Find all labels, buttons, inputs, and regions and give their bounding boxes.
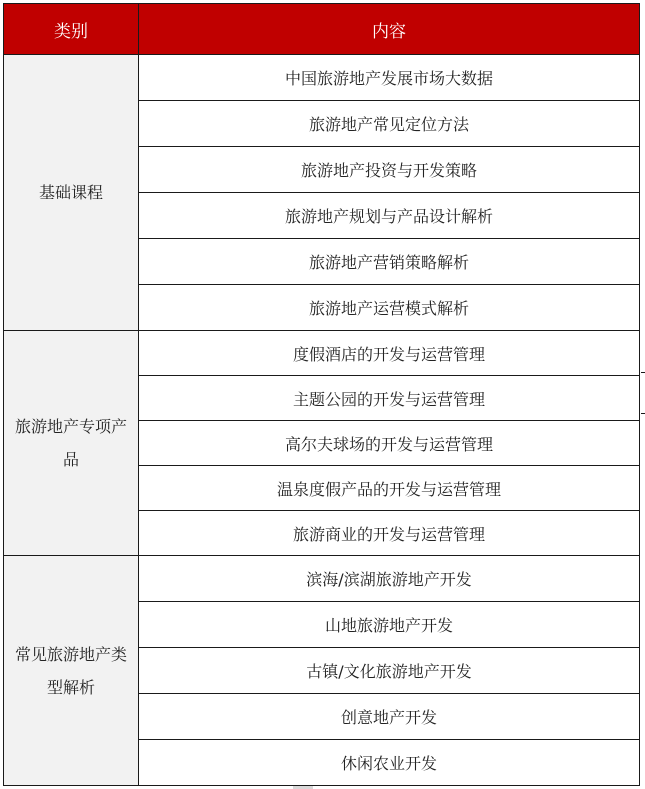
content-item: 高尔夫球场的开发与运营管理: [139, 421, 640, 466]
content-item: 古镇/文化旅游地产开发: [139, 648, 640, 694]
content-item: 温泉度假产品的开发与运营管理: [139, 466, 640, 511]
category-special-products: 旅游地产专项产品: [4, 331, 139, 556]
content-item: 旅游地产常见定位方法: [139, 101, 640, 147]
content-item: 旅游商业的开发与运营管理: [139, 511, 640, 556]
content-item: 创意地产开发: [139, 694, 640, 740]
content-item: 旅游地产营销策略解析: [139, 239, 640, 285]
table-row: [4, 556, 640, 602]
category-basic-courses: 基础课程: [4, 55, 139, 331]
content-item: 度假酒店的开发与运营管理: [139, 331, 640, 376]
table-row: [4, 331, 640, 376]
content-item: 旅游地产规划与产品设计解析: [139, 193, 640, 239]
header-content: 内容: [139, 4, 640, 55]
content-item: 休闲农业开发: [139, 740, 640, 786]
header-row: [4, 4, 640, 55]
content-item: 中国旅游地产发展市场大数据: [139, 55, 640, 101]
content-item: 山地旅游地产开发: [139, 602, 640, 648]
table-row: [4, 55, 640, 101]
course-table: [3, 3, 640, 786]
content-item: 旅游地产运营模式解析: [139, 285, 640, 331]
content-item: 滨海/滨湖旅游地产开发: [139, 556, 640, 602]
adjacent-table-edge: [641, 372, 645, 414]
category-common-types: 常见旅游地产类型解析: [4, 556, 139, 786]
content-item: 旅游地产投资与开发策略: [139, 147, 640, 193]
content-item: 主题公园的开发与运营管理: [139, 376, 640, 421]
header-category: 类别: [4, 4, 139, 55]
